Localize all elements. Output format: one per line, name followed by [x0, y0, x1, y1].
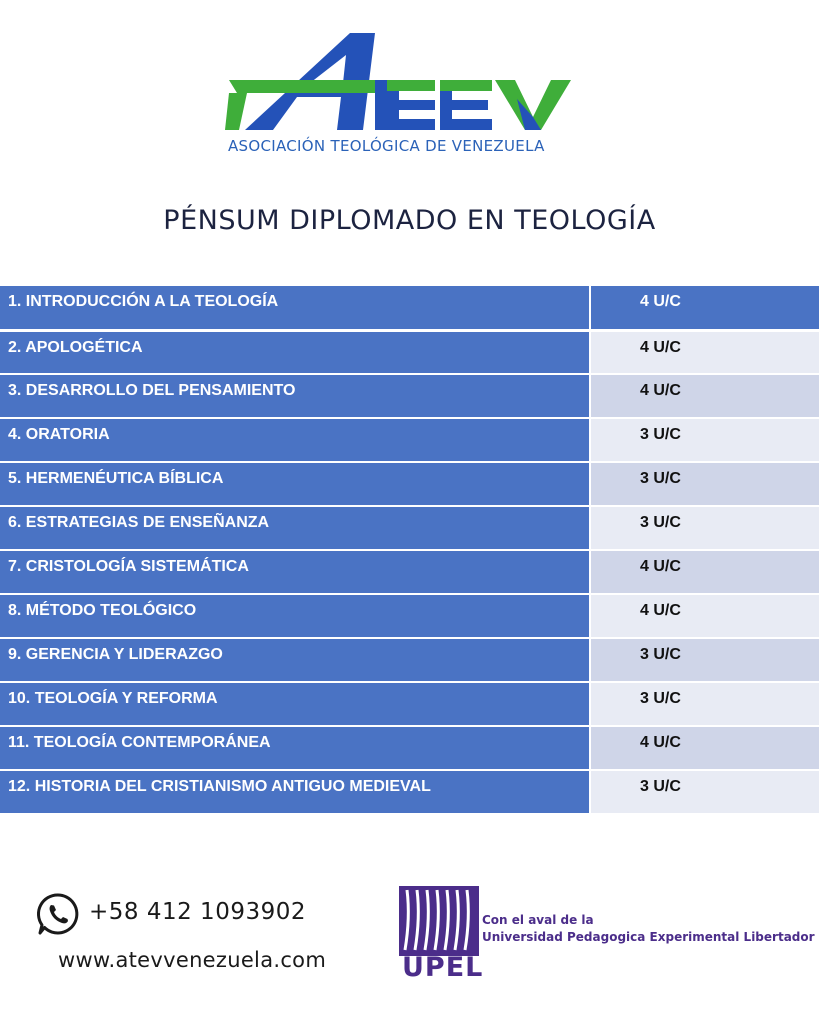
page-title: PÉNSUM DIPLOMADO EN TEOLOGÍA [163, 205, 656, 236]
course-name: 2. APOLOGÉTICA [0, 330, 590, 374]
course-units: 4 U/C [590, 374, 819, 418]
table-row [0, 418, 819, 462]
course-name: 4. ORATORIA [0, 418, 590, 462]
table-row [0, 770, 819, 814]
upel-logo [399, 886, 479, 956]
phone-number[interactable]: +58 412 1093902 [89, 899, 306, 925]
table-row [0, 462, 819, 506]
table-row [0, 726, 819, 770]
course-units: 3 U/C [590, 418, 819, 462]
website-link[interactable]: www.atevvenezuela.com [58, 948, 327, 972]
table-row [0, 594, 819, 638]
courses-table [0, 286, 819, 815]
org-name: ASOCIACIÓN TEOLÓGICA DE VENEZUELA [228, 137, 545, 155]
course-units: 4 U/C [590, 550, 819, 594]
course-units: 3 U/C [590, 506, 819, 550]
table-row [0, 286, 819, 330]
course-units: 3 U/C [590, 770, 819, 814]
aval-line-2: Universidad Pedagogica Experimental Libertador [482, 930, 815, 944]
course-name: 8. MÉTODO TEOLÓGICO [0, 594, 590, 638]
course-units: 3 U/C [590, 462, 819, 506]
table-row [0, 550, 819, 594]
course-name: 1. INTRODUCCIÓN A LA TEOLOGÍA [0, 286, 590, 330]
aval-line-1: Con el aval de la [482, 913, 594, 927]
course-name: 12. HISTORIA DEL CRISTIANISMO ANTIGUO MEDIEVAL [0, 770, 590, 814]
course-units: 4 U/C [590, 726, 819, 770]
course-units: 4 U/C [590, 594, 819, 638]
course-name: 3. DESARROLLO DEL PENSAMIENTO [0, 374, 590, 418]
course-name: 11. TEOLOGÍA CONTEMPORÁNEA [0, 726, 590, 770]
table-row [0, 638, 819, 682]
aval-text [482, 912, 815, 946]
course-name: 7. CRISTOLOGÍA SISTEMÁTICA [0, 550, 590, 594]
course-units: 4 U/C [590, 330, 819, 374]
upel-logo-text: UPEL [402, 952, 484, 983]
table-row [0, 330, 819, 374]
course-name: 10. TEOLOGÍA Y REFORMA [0, 682, 590, 726]
table-row [0, 374, 819, 418]
course-units: 3 U/C [590, 638, 819, 682]
course-units: 4 U/C [590, 286, 819, 330]
course-name: 9. GERENCIA Y LIDERAZGO [0, 638, 590, 682]
table-row [0, 682, 819, 726]
course-name: 5. HERMENÉUTICA BÍBLICA [0, 462, 590, 506]
whatsapp-icon [36, 892, 80, 936]
course-units: 3 U/C [590, 682, 819, 726]
course-name: 6. ESTRATEGIAS DE ENSEÑANZA [0, 506, 590, 550]
table-row [0, 506, 819, 550]
